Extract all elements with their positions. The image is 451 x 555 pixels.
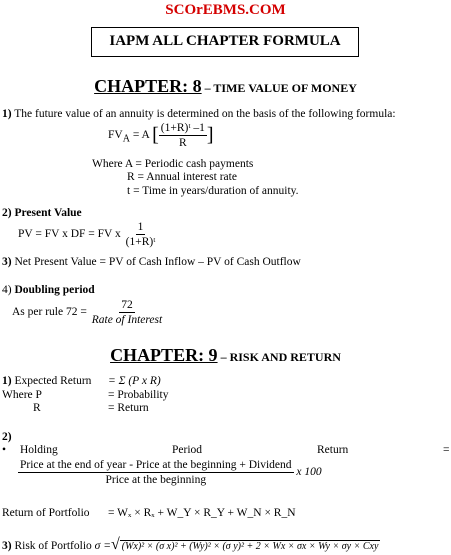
ch8-item-1: [2, 108, 396, 120]
fva-numerator: (1+R)ᵗ –1: [160, 122, 205, 134]
pv-denominator: (1+R)ᵗ: [125, 236, 156, 248]
site-name: SCOrEBMS.COM: [165, 2, 286, 18]
holding-word: Holding: [20, 444, 58, 456]
rule72-denominator: Rate of Interest: [91, 314, 163, 326]
def-p-symbol: Where P: [2, 389, 42, 401]
ch8-item-2: [2, 207, 82, 219]
where-line-2: R = Annual interest rate: [127, 171, 237, 183]
item-text: Net Present Value = PV of Cash Inflow – PV of Cash Outflow: [14, 256, 301, 268]
holding-fraction: [18, 458, 294, 487]
fva-subscript: A: [122, 133, 130, 145]
item-text: Doubling period: [14, 284, 95, 296]
item-number: 1): [2, 108, 12, 120]
fva-denominator: R: [179, 137, 187, 149]
sigma-symbol: σ =: [94, 540, 111, 552]
chapter-8-title: CHAPTER: 8: [94, 76, 202, 96]
item-number: 4): [2, 284, 12, 296]
fva-lhs: FV: [108, 129, 123, 142]
fva-fraction: [159, 121, 207, 150]
holding-bullet: •: [2, 444, 7, 456]
item-number: 1): [2, 375, 12, 387]
holding-denominator: Price at the beginning: [105, 474, 207, 486]
pv-lhs: PV = FV x DF = FV x: [18, 228, 121, 241]
chapter-9-heading: [0, 345, 451, 366]
def-r-value: = Return: [108, 402, 149, 414]
document-title: IAPM ALL CHAPTER FORMULA: [91, 27, 359, 57]
chapter-9-subtitle: – RISK AND RETURN: [217, 350, 341, 364]
fva-formula: $FV_A = A$ [ $\frac{\text{(1+R)ᵗ –1}}{R}$ ]: [108, 122, 214, 149]
pv-fraction: [124, 220, 158, 249]
chapter-9-title: CHAPTER: 9: [110, 345, 218, 365]
item-number: 3): [2, 256, 12, 268]
pv-numerator: 1: [137, 221, 144, 233]
rule72-formula: [12, 298, 164, 327]
def-r-symbol: R: [33, 402, 41, 414]
expected-return-formula: = Σ (P x R): [108, 375, 161, 387]
holding-numerator: Price at the end of year - Price at the beginning + Dividend: [20, 459, 292, 471]
chapter-8-subtitle: – TIME VALUE OF MONEY: [201, 81, 357, 95]
item-number: 2): [2, 207, 12, 219]
expected-return-label: Expected Return: [11, 375, 92, 387]
holding-multiplier: x 100: [296, 466, 322, 479]
risk-radicand: (Wx)² × (σ x)² + (Wy)² × (σ y)² + 2 × Wx × σx × Wy × σy × Cxy: [121, 541, 379, 552]
rule72-numerator: 72: [121, 299, 133, 311]
ch8-item-3: [2, 256, 301, 268]
item-text: Present Value: [14, 207, 82, 219]
risk-label: Risk of Portfolio: [11, 540, 92, 552]
where-line-3: t = Time in years/duration of annuity.: [127, 185, 299, 197]
return-of-portfolio-formula: = Wₓ × Rₓ + W_Y × R_Y + W_N × R_N: [108, 507, 296, 519]
return-word: Return: [317, 444, 349, 456]
pv-formula: [18, 220, 157, 249]
return-of-portfolio-label: Return of Portfolio: [2, 507, 90, 519]
risk-of-portfolio: 3) Risk of Portfolio σ =√ (Wx)² × (σ x)² + (Wy)² × (σ y)² + 2 × Wx × σx × Wy × σy × Cxy: [2, 536, 379, 553]
holding-equals: =: [443, 444, 450, 456]
period-word: Period: [172, 444, 203, 456]
item-text: The future value of an annuity is determined on the basis of the following formula:: [11, 108, 396, 120]
rule72-fraction: [90, 298, 164, 327]
ch8-item-4: [2, 284, 95, 296]
where-line-1: Where A = Periodic cash payments: [92, 158, 254, 170]
fva-eq: = A: [129, 129, 150, 142]
item-number: 3): [2, 540, 12, 552]
expected-return: [2, 375, 91, 387]
def-p-value: = Probability: [108, 389, 169, 401]
rule72-lhs: As per rule 72 =: [12, 306, 87, 319]
holding-formula: [18, 458, 322, 487]
ch9-item-2: 2): [2, 431, 12, 443]
chapter-8-heading: [0, 76, 451, 97]
